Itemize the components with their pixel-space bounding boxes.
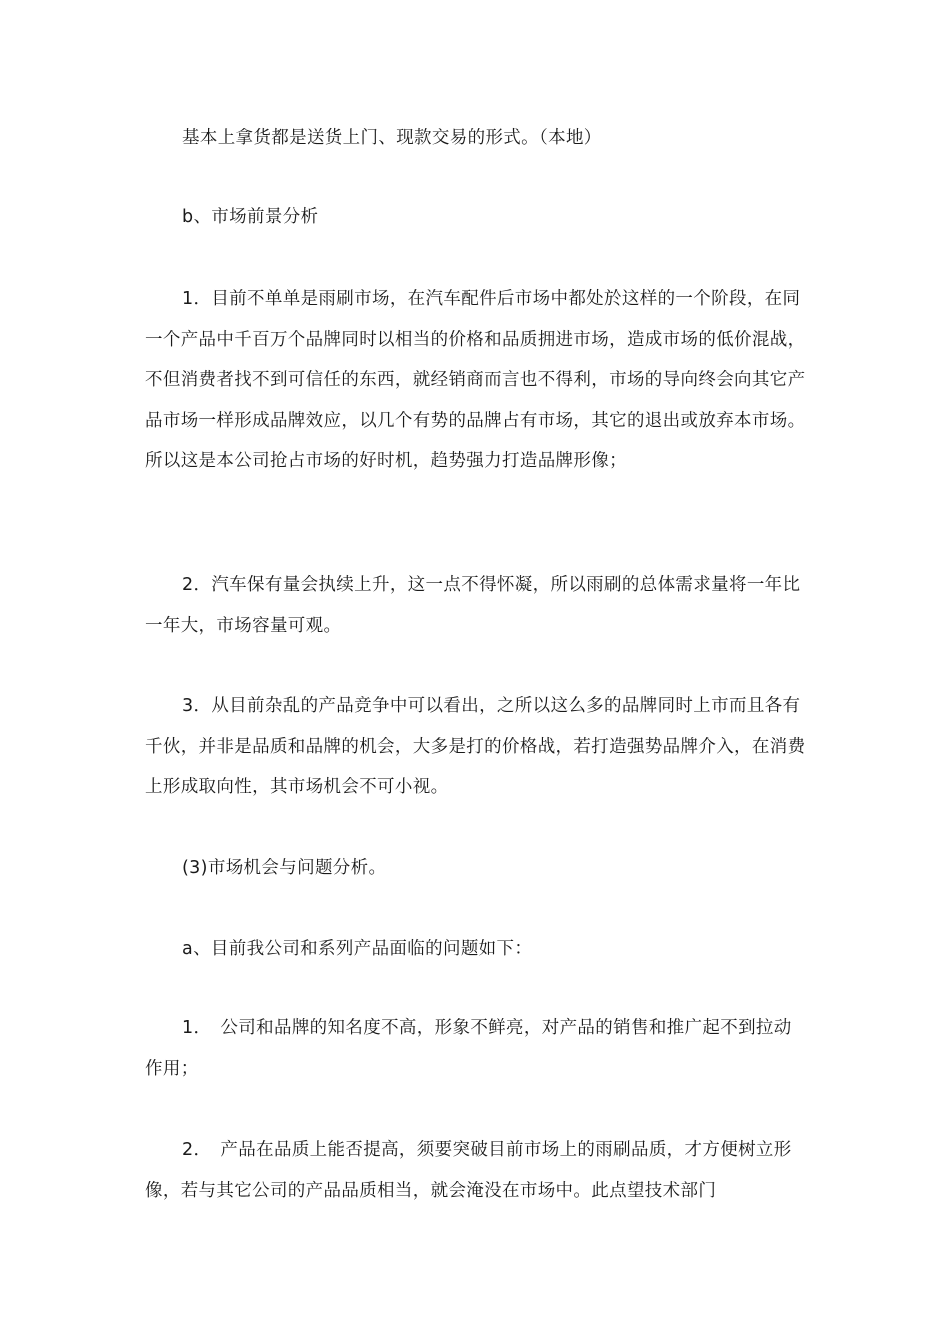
heading-current-problems: a、目前我公司和系列产品面临的问题如下： (182, 939, 533, 959)
paragraph-point-2: 2．汽车保有量会执续上升，这一点不得怀凝，所以雨刷的总体需求量将一年比一年大，市场容量可观。 (145, 575, 801, 636)
paragraph-problem-1: 1． 公司和品牌的知名度不高，形象不鲜亮，对产品的销售和推广起不到拉动作用； (145, 1018, 792, 1079)
heading-opportunity-analysis: (3)市场机会与问题分析。 (182, 858, 387, 878)
paragraph-local-delivery: 基本上拿货都是送货上门、现款交易的形式。（本地） (182, 128, 602, 148)
paragraph-point-1: 1．目前不单单是雨刷市场，在汽车配件后市场中都处於这样的一个阶段，在同一个产品中千百万个品牌同时以相当的价格和品质拥进市场，造成市场的低价混战，不但消费者找不到可信任的东西，就经销商而言也不得利，市场的导向终会向其它产品市场一样形成品牌效应，以几个有势的品牌占有市场，其它的退出或放弃本市场。所以这是本公司抢占市场的好时机，趋势强力打造品牌形像； (145, 289, 806, 471)
heading-market-prospect: b、市场前景分析 (182, 207, 319, 227)
paragraph-point-3: 3．从目前杂乱的产品竞争中可以看出，之所以这么多的品牌同时上市而且各有千伙，并非是品质和品牌的机会，大多是打的价格战，若打造强势品牌介入，在消费上形成取向性，其市场机会不可小视。 (145, 696, 806, 797)
paragraph-problem-2: 2． 产品在品质上能否提高，须要突破目前市场上的雨刷品质，才方便树立形像，若与其它公司的产品品质相当，就会淹没在市场中。此点望技术部门 (145, 1140, 792, 1201)
